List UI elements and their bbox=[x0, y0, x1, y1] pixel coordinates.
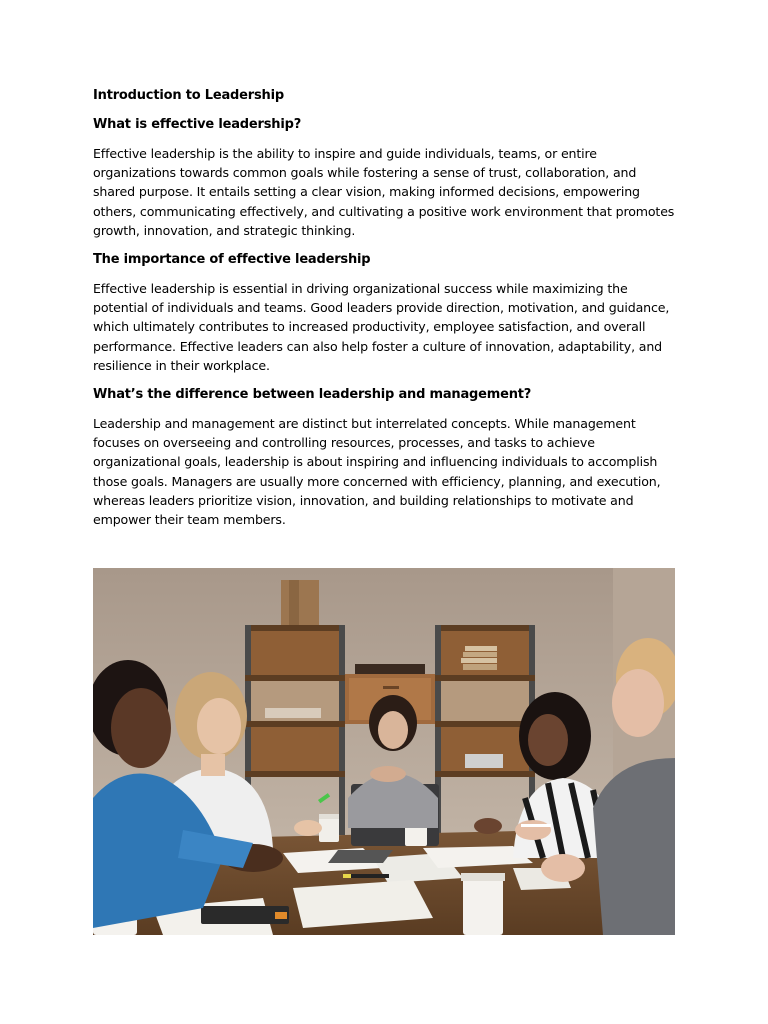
section-body-leadership-vs-management: Leadership and management are distinct but interrelated concepts. While management focuses on overseeing and controlling resources, processes, and tasks to achieve organizational goals, leadership is about inspiring and influencing individuals to accomplish those goals. Managers are usually more concerned with efficiency, planning, and execution, whereas leaders prioritize vision, innovation, and building relationships to motivate and empower their team members. bbox=[93, 416, 661, 528]
section-heading-leadership-vs-management: What’s the difference between leadership and management? bbox=[93, 387, 532, 403]
meeting-photo-illustration bbox=[93, 568, 675, 935]
document-title: Introduction to Leadership bbox=[93, 88, 284, 103]
document-page bbox=[93, 86, 675, 539]
section-heading-importance: The importance of effective leadership bbox=[93, 252, 371, 268]
section-heading-what-is-leadership: What is effective leadership? bbox=[93, 117, 302, 132]
meeting-photo bbox=[93, 568, 675, 935]
section-body-importance: Effective leadership is essential in driving organizational success while maximizing the potential of individuals and teams. Good leaders provide direction, motivation, and guidance, which ultimately contributes to increased productivity, employee satisfaction, and overall performance. Effective leaders can also help foster a culture of innovation, adaptability, and resilience in their workplace. bbox=[93, 281, 670, 373]
section-body-what-is-leadership: Effective leadership is the ability to inspire and guide individuals, teams, or entire organizations towards common goals while fostering a sense of trust, collaboration, and shared purpose. It entails setting a clear vision, making informed decisions, empowering others, communicating effectively, and cultivating a positive work environment that promotes growth, innovation, and strategic thinking. bbox=[93, 146, 675, 238]
